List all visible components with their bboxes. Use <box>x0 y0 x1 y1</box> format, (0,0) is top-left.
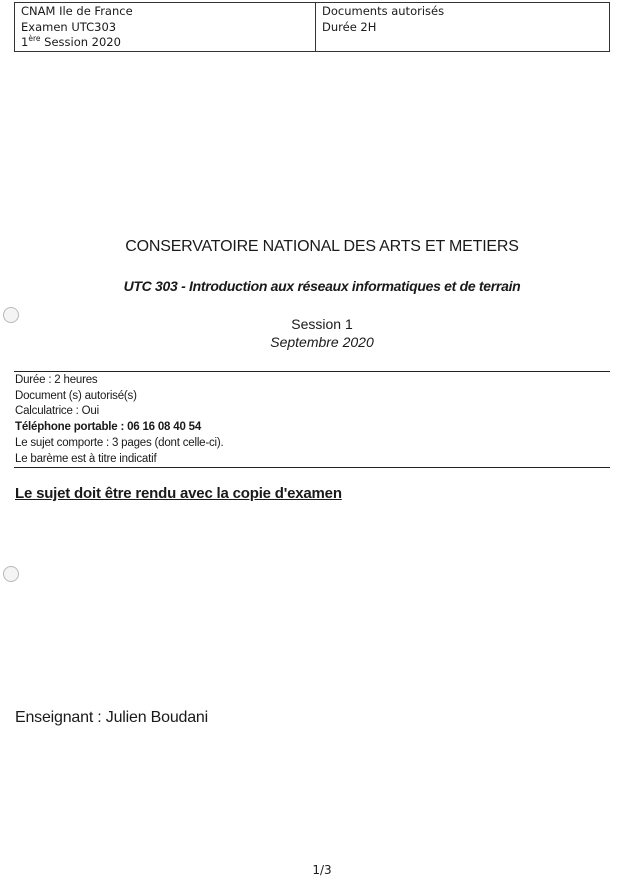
info-calculator: Calculatrice : Oui <box>15 405 99 418</box>
header-institution: CNAM Ile de France <box>21 4 133 18</box>
info-pages: Le sujet comporte : 3 pages (dont celle-ci). <box>15 436 224 449</box>
teacher-name: Enseignant : Julien Boudani <box>15 709 208 726</box>
punch-hole-bottom <box>3 566 19 582</box>
info-duration: Durée : 2 heures <box>15 374 98 386</box>
header-session <box>21 35 309 51</box>
session-date: Septembre 2020 <box>270 334 374 350</box>
session-label: Session 1 <box>291 316 353 332</box>
session-year: Session 2020 <box>40 35 121 49</box>
session-number: 1 <box>21 35 29 49</box>
header-exam: Examen UTC303 <box>21 19 117 34</box>
header-table <box>14 2 610 52</box>
header-documents: Documents autorisés <box>322 4 445 18</box>
header-duration: Durée 2H <box>322 19 377 34</box>
info-scale: Le barème est à titre indicatif <box>15 452 157 465</box>
page-number: 1/3 <box>312 863 332 877</box>
exam-info <box>15 373 224 467</box>
header-left-cell <box>15 3 316 51</box>
session-ordinal: ère <box>28 34 41 44</box>
info-phone: Téléphone portable : 06 16 08 40 54 <box>15 421 202 434</box>
page-title: CONSERVATOIRE NATIONAL DES ARTS ET METIERS <box>125 238 519 255</box>
session-block <box>0 315 644 351</box>
divider-top <box>14 371 610 372</box>
info-documents: Document (s) autorisé(s) <box>15 389 137 402</box>
header-right-cell <box>316 3 609 51</box>
submission-notice: Le sujet doit être rendu avec la copie d'examen <box>15 485 342 502</box>
divider-bottom <box>14 467 610 468</box>
course-subtitle: UTC 303 - Introduction aux réseaux informatiques et de terrain <box>123 278 521 294</box>
